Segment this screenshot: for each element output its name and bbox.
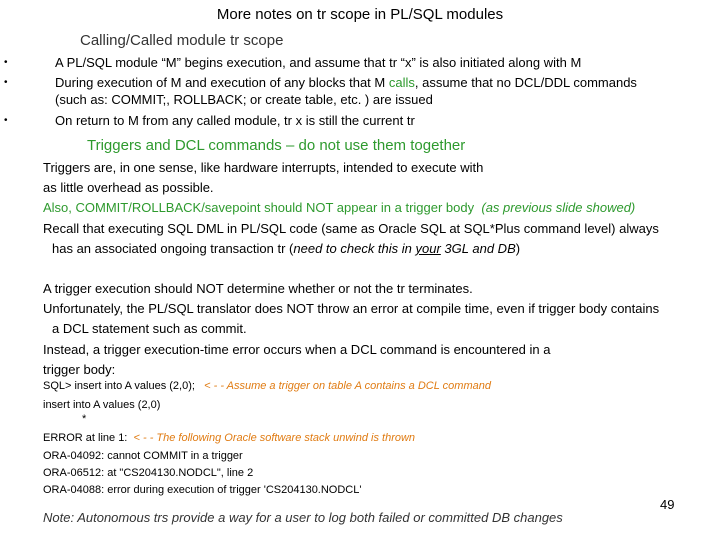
underlined-text: your	[415, 241, 441, 256]
sql-text: ERROR at line 1:	[43, 432, 128, 444]
green-note: (as previous slide showed)	[481, 200, 636, 215]
footnote: Note: Autonomous trs provide a way for a user to log both failed or committed DB changes	[43, 510, 563, 525]
sql-line	[43, 380, 491, 392]
sql-line: insert into A values (2,0)	[43, 399, 161, 411]
sql-text: SQL> insert into A values (2,0);	[43, 380, 195, 392]
paragraph-line: A trigger execution should NOT determine whether or not the tr terminates.	[43, 281, 473, 296]
sql-line: ORA-04088: error during execution of trigger 'CS204130.NODCL'	[43, 484, 362, 496]
paragraph-line: Triggers are, in one sense, like hardware interrupts, intended to execute with	[43, 160, 484, 175]
bullet-text-part: , assume that no DCL/DDL commands	[414, 75, 637, 90]
section-heading-scope: Calling/Called module tr scope	[80, 32, 284, 49]
bullet-text-line2: (such as: COMMIT;, ROLLBACK; or create table, etc. ) are issued	[55, 92, 433, 107]
green-text: Also, COMMIT/ROLLBACK/savepoint should NOT appear in a trigger body	[43, 200, 475, 215]
bullet-dot: •	[4, 115, 8, 126]
section-heading-triggers: Triggers and DCL commands – do not use them together	[87, 137, 466, 154]
sql-line: ORA-04092: cannot COMMIT in a trigger	[43, 450, 243, 462]
page-number: 49	[660, 497, 675, 512]
text-part: has an associated ongoing transaction tr (	[52, 241, 294, 256]
bullet-text: On return to M from any called module, tr x is still the current tr	[55, 113, 415, 128]
bullet-dot: •	[4, 77, 8, 88]
sql-caret: *	[82, 413, 87, 425]
slide-title: More notes on tr scope in PL/SQL modules	[216, 6, 504, 23]
italic-text: need to check this in	[293, 241, 416, 256]
sql-line: ORA-06512: at "CS204130.NODCL", line 2	[43, 467, 254, 479]
bullet-dot: •	[4, 57, 8, 68]
sql-annotation: < - - Assume a trigger on table A contains a DCL command	[204, 380, 491, 392]
sql-line	[43, 432, 415, 444]
bullet-text-part: During execution of M and execution of any blocks that M	[55, 75, 389, 90]
bullet-text: A PL/SQL module “M” begins execution, and assume that tr “x” is also initiated along with M	[55, 55, 582, 70]
italic-text: 3GL and DB	[440, 241, 516, 256]
paragraph-line	[52, 241, 520, 256]
paragraph-line-green	[43, 200, 635, 215]
highlight-calls: calls	[388, 75, 415, 90]
paragraph-line: a DCL statement such as commit.	[52, 321, 247, 336]
paragraph-line: trigger body:	[43, 362, 116, 377]
sql-annotation: < - - The following Oracle software stack unwind is thrown	[133, 432, 416, 444]
paragraph-line: Instead, a trigger execution-time error occurs when a DCL command is encountered in a	[43, 342, 551, 357]
paragraph-line: as little overhead as possible.	[43, 180, 214, 195]
text-part: )	[515, 241, 521, 256]
paragraph-line: Recall that executing SQL DML in PL/SQL code (same as Oracle SQL at SQL*Plus command level) always	[43, 221, 659, 236]
paragraph-line: Unfortunately, the PL/SQL translator does NOT throw an error at compile time, even if trigger body contains	[43, 301, 660, 316]
bullet-text	[55, 75, 637, 90]
